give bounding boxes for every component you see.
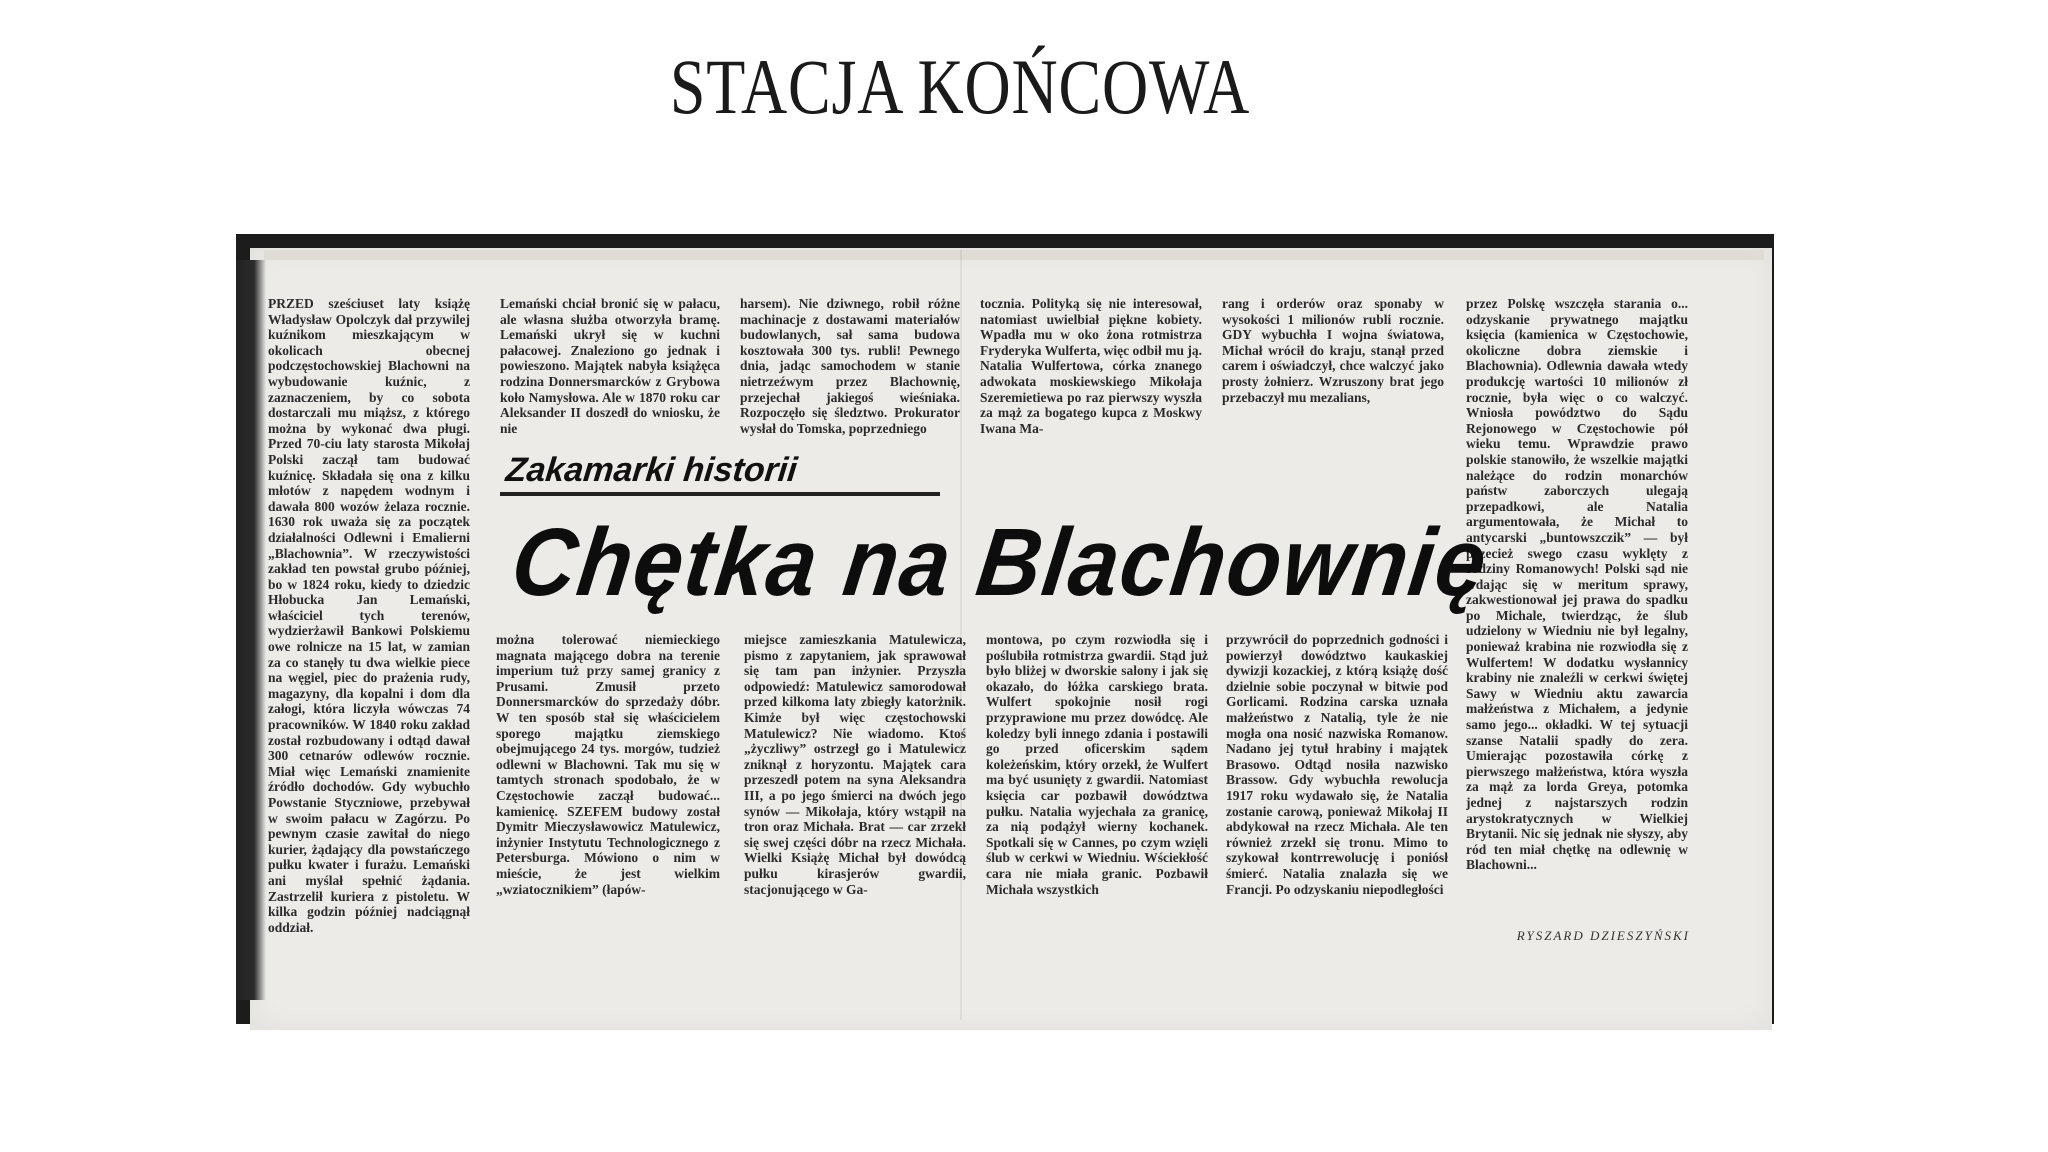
clipping-left-shadow bbox=[236, 260, 266, 1000]
slide-title: STACJA KOŃCOWA bbox=[669, 43, 1251, 130]
article-column-10: przywrócił do poprzednich godności i powierzył dowództwo kaukaskiej dywizji kozackiej, z którą książę dość dzielnie sobie poczynał w bitwie pod Gorlicami. Rodzina carska uznała małżeństwo z Natalią, tyle że nie mogła ona nosić nazwiska Romanow. Nadano jej tytuł hrabiny i majątek Brasowo. Odtąd nosiła nazwisko Brassow. Gdy wybuchła rewolucja 1917 roku wydawało się, że Natalia zostanie carową, ponieważ Mikołaj II abdykował na rzecz Michała. Ale ten również zrzekł się tronu. Mimo to szykował kontrrewolucję i poniósł śmierć. Natalia znalazła się we Francji. Po odzyskaniu niepodległości bbox=[1226, 632, 1448, 897]
article-author: RYSZARD DZIESZYŃSKI bbox=[1516, 928, 1690, 943]
article-column-6: przez Polskę wszczęła starania o... odzyskanie prywatnego majątku księcia (kamienica w Częstochowie, okoliczne dobra ziemskie i Blachownia). Odlewnia dawała wtedy produkcję wartości 10 milionów zł rocznie, była więc o co walczyć. Wniosła powództwo do Sądu Rejonowego w Częstochowie pół wieku temu. Wprawdzie prawo polskie stanowiło, że wszelkie majątki należące do rodzin monarchów państw zaborczych ulegają przepadkowi, ale Natalia argumentowała, że Michał to antycarski „buntowszczik” — był przecież swego czasu wyklęty z rodziny Romanowych! Polski sąd nie wdając się w meritum sprawy, zakwestionował jej prawa do spadku po Michale, twierdząc, że ślub udzielony w Wiedniu nie był legalny, ponieważ krabina nie rozwiodła się z Wulfertem! W dodatku wysłannicy krabiny nie znaleźli w cerkwi świętej Sawy w Wiedniu aktu zawarcia małżeństwa z Michałem, a jedynie samo jego... okładki. W tej sytuacji szanse Natalii spadły do zera. Umierając pozostawiła córkę z pierwszego małżeństwa, która wyszła za mąż za lorda Greya, potomka jednej z najstarszych rodzin arystokratycznych w Wielkiej Brytanii. Nic się jednak nie słyszy, aby ród ten miał chętkę na odlewnię w Blachowni... bbox=[1466, 296, 1688, 873]
article-column-9: montowa, po czym rozwiodła się i poślubiła rotmistrza gwardii. Stąd już było bliżej w dworskie salony i jak się okazało, do łóżka carskiego brata. Wulfert spokojnie nosił rogi przyprawione mu przez dowódcę. Ale koledzy byli innego zdania i postawili go przed oficerskim sądem koleżeńskim, który orzekł, że Wulfert ma być usunięty z gwardii. Natomiast księcia car pozbawił dowództwa pułku. Natalia wyjechała za granicę, za nią podążył wierny kochanek. Spotkali się w Cannes, po czym wzięli ślub w cerkwi w Wiedniu. Wściekłość cara nie miała granic. Pozbawił Michała wszystkich bbox=[986, 632, 1208, 897]
article-kicker: Zakamarki historii bbox=[504, 451, 800, 489]
article-column-1: PRZED sześciuset laty książę Władysław Opolczyk dał przywilej kuźnikom mieszkającym w okolicach obecnej podczęstochowskiej Blachowni na wybudowanie kuźnic, z zaznaczeniem, by co sobota dostarczali mu miąższ, z którego można by wykonać dwa pługi. Przed 70-ciu laty starosta Mikołaj Polski zaczął tam budować kuźnicę. Składała się ona z kilku młotów z napędem wodnym i dawała 800 wozów żelaza rocznie. 1630 rok uważa się za początek działalności Odlewni i Emalierni „Blachownia”. W rzeczywistości zakład ten powstał grubo później, bo w 1824 roku, kiedy to dziedzic Hłobucka Jan Lemański, właściciel tych terenów, wydzierżawił Bankowi Polskiemu owe rolnicze na 15 lat, w zamian za co stanęły tu dwa wielkie piece na węgiel, piec do prażenia rudy, magazyny, dla kopalni i dom dla załogi, która liczyła wówczas 74 pracowników. W 1840 roku zakład został rozbudowany i odtąd dawał 300 cetnarów odlewów rocznie. Miał więc Lemański znamienite źródło dochodów. Gdy wybuchło Powstanie Styczniowe, przebywał w swoim pałacu w Zagórzu. Po pewnym czasie zawitał do niego kurier, żądający dla powstańczego pułku kwater i furażu. Lemański ani myślał spełnić żądania. Zastrzelił kuriera z pistoletu. W kilka godzin później nadciągnął oddział. bbox=[268, 296, 470, 935]
article-column-7: można tolerować niemieckiego magnata mającego dobra na terenie imperium tuż przy samej granicy z Prusami. Zmusił przeto Donnersmarcków do sprzedaży dóbr. W ten sposób stał się właścicielem sporego majątku ziemskiego obejmującego 24 tys. morgów, tudzież odlewni w Blachowni. Tak mu się w tamtych stronach spodobało, że w Częstochowie zaczął budować... kamienicę. SZEFEM budowy został Dymitr Mieczysławowicz Matulewicz, inżynier Instytutu Technologicznego z Petersburga. Mówiono o nim w mieście, że jest wielkim „wziatocznikiem” (łapów- bbox=[496, 632, 720, 897]
article-column-4: tocznia. Polityką się nie interesował, natomiast uwielbiał piękne kobiety. Wpadła mu w oko żona rotmistrza Fryderyka Wulferta, więc odbił mu ją. Natalia Wulfertowa, córka znanego adwokata moskiewskiego Mikołaja Szeremietiewa po raz pierwszy wyszła za mąż za bogatego kupca z Moskwy Iwana Ma- bbox=[980, 296, 1202, 436]
article-column-3: harsem). Nie dziwnego, robił różne machinacje z dostawami materiałów budowlanych, sał sama budowa kosztowała 300 tys. rubli! Pewnego dnia, jadąc samochodem w stanie nietrzeźwym przez Blachownię, przejechał jakiegoś wieśniaka. Rozpoczęło się śledztwo. Prokurator wysłał do Tomska, poprzedniego bbox=[740, 296, 960, 436]
article-column-2: Lemański chciał bronić się w pałacu, ale własna służba otworzyła bramę. Lemański ukrył się w kuchni pałacowej. Znaleziono go jednak i powieszono. Majątek nabyła książęca rodzina Donnersmarcków z Grybowa koło Namysłowa. Ale w 1870 roku car Aleksander II doszedł do wniosku, że nie bbox=[500, 296, 720, 436]
kicker-underline bbox=[500, 492, 940, 496]
clipping-top-edge bbox=[264, 250, 1764, 260]
article-headline: Chętka na Blachownię bbox=[506, 509, 1495, 616]
article-column-8: miejsce zamieszkania Matulewicza, pismo z zapytaniem, jak sprawował się tam pan inżynier. Przyszła odpowiedź: Matulewicz samorodował przed kilkoma laty zbiegły katorżnik. Kimże był więc częstochowski Matulewicz? Nie wiadomo. Ktoś „życzliwy” ostrzegł go i Matulewicz zniknął z horyzontu. Majątek cara przeszedł potem na syna Aleksandra III, a po jego śmierci na dwóch jego synów — Mikołaja, który wstąpił na tron oraz Michała. Brat — car zrzekł się swej części dóbr na rzecz Michała. Wielki Książę Michał był dowódcą pułku kirasjerów gwardii, stacjonującego w Ga- bbox=[744, 632, 966, 897]
article-column-5: rang i orderów oraz sponaby w wysokości 1 milionów rubli rocznie. GDY wybuchła I wojna światowa, Michał wrócił do kraju, stanął przed carem i oświadczył, chce walczyć jako prosty żołnierz. Wzruszony brat jego przebaczył mu mezalians, bbox=[1222, 296, 1444, 405]
